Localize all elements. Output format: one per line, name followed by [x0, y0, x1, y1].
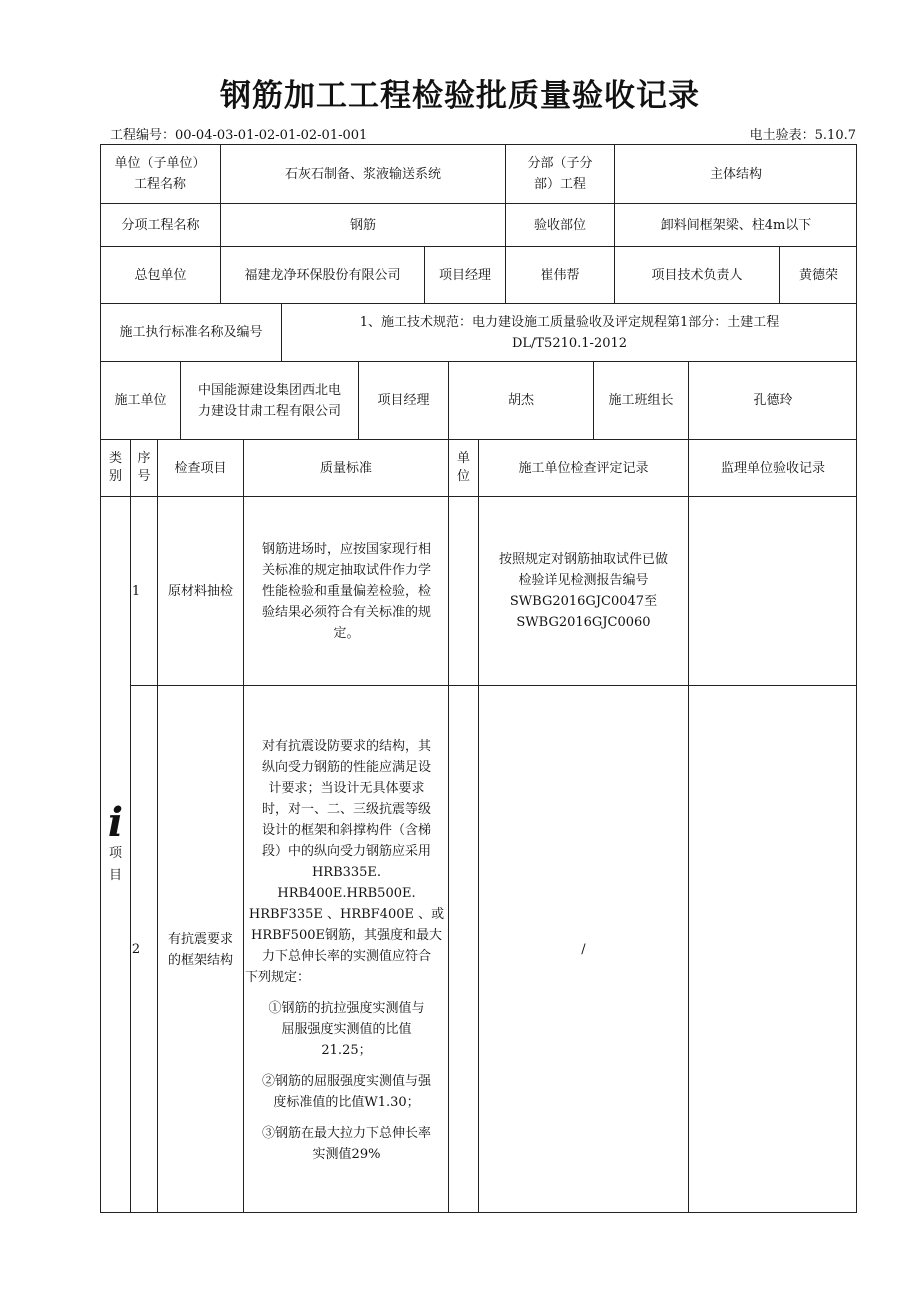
team-leader-label: 施工班组长 — [608, 393, 674, 408]
row-2-seq: 2 — [131, 942, 141, 957]
construction-unit-line-1: 中国能源建设集团西北电 — [197, 382, 341, 398]
row-1-record — [479, 497, 688, 685]
row-1-record-line: 检验详见检测报告编号 — [518, 573, 649, 588]
pm-value: 崔伟帮 — [540, 267, 580, 283]
row-1-standard-line: 定。 — [333, 625, 360, 641]
row-2-sub-3-line: 实测值29% — [312, 1147, 381, 1162]
unit-label-text: 单位（子单位）工程名称 — [114, 156, 206, 192]
row-2-item — [158, 686, 243, 1213]
category-label-1: 项 — [108, 846, 122, 861]
header-seq-2: 号 — [137, 469, 151, 484]
acceptance-part-label: 验收部位 — [533, 217, 586, 233]
row-2-standard-line: 纵向受力钢筋的性能应满足设 — [261, 760, 431, 775]
tech-lead-value: 黄德荣 — [798, 267, 838, 283]
standard-value-line-2: DL/T5210.1-2012 — [511, 335, 628, 351]
standard-value — [282, 304, 857, 361]
row-1-standard-line: 钢筋进场时，应按国家现行相 — [261, 541, 431, 557]
row-2-record: / — [581, 942, 586, 957]
division-label — [506, 146, 614, 202]
row-1-standard-line: 性能检验和重量偏差检验，检 — [261, 583, 431, 599]
construction-pm-value: 胡杰 — [507, 393, 534, 408]
construction-unit-label: 施工单位 — [114, 393, 167, 408]
header-construction-record: 施工单位检查评定记录 — [518, 460, 649, 476]
project-code: 工程编号：00-04-03-01-02-01-02-01-001 — [110, 128, 368, 143]
construction-unit-line-2: 力建设甘肃工程有限公司 — [197, 403, 341, 419]
row-1-seq: 1 — [131, 583, 141, 599]
header-seq — [131, 440, 157, 496]
document-title: 钢筋加工工程检验批质量验收记录 — [220, 78, 700, 114]
header-supervision-record: 监理单位验收记录 — [720, 460, 825, 476]
row-2-standard-line: 段）中的纵向受力钢筋应采用 — [261, 844, 431, 859]
category-label-2: 目 — [108, 868, 122, 883]
row-1-standard-line: 关标准的规定抽取试件作力学 — [261, 562, 431, 578]
header-standard: 质量标准 — [319, 460, 372, 476]
row-2-sub-3-line: ③钢筋在最大拉力下总伸长率 — [261, 1126, 431, 1141]
row-2-sub-2-line: 度标准值的比值W1.30； — [273, 1095, 420, 1110]
row-1-record-line: SWBG2016GJC0047至 — [509, 594, 658, 609]
header-unit — [449, 440, 478, 496]
unit-label — [104, 146, 216, 202]
general-contractor-value: 福建龙净环保股份有限公司 — [244, 267, 401, 283]
row-2-standard-line: HRB400E.HRB500E. — [277, 886, 416, 901]
row-2-standard-line: 设计的框架和斜撑构件（含梯 — [261, 823, 431, 838]
pm-label: 项目经理 — [438, 267, 491, 283]
header-category-1: 类 — [108, 451, 122, 466]
row-2-standard-line: 下列规定： — [245, 970, 311, 985]
row-2-sub-1-line: 屈服强度实测值的比值 — [281, 1022, 412, 1037]
row-2-sub-1-line: 21.25； — [321, 1043, 372, 1058]
col-divider — [688, 439, 689, 1213]
row-1-record-line: SWBG2016GJC0060 — [516, 615, 651, 630]
row-2-sub-1-line: ①钢筋的抗拉强度实测值与 — [268, 1001, 425, 1016]
row-2-standard-line: HRBF500E钢筋，其强度和最大 — [250, 928, 442, 943]
row-2-standard-line: HRBF335E 、HRBF400E 、或 — [248, 907, 445, 922]
construction-unit-value — [181, 362, 358, 439]
standard-value-line-1: 1、施工技术规范：电力建设施工质量验收及评定规程第1部分：土建工程 — [359, 314, 780, 330]
tech-lead-label: 项目技术负责人 — [651, 267, 743, 283]
col-divider — [448, 439, 449, 1213]
row-2-item-line: 的框架结构 — [167, 952, 233, 968]
row-1-standard-line: 验结果必须符合有关标准的规 — [261, 604, 431, 620]
category-mark: i — [107, 799, 124, 846]
subitem-label: 分项工程名称 — [121, 217, 200, 233]
row-2-standard-line: HRB335E. — [311, 865, 382, 880]
row-1-record-line: 按照规定对钢筋抽取试件已做 — [498, 552, 668, 567]
header-seq-1: 序 — [137, 451, 151, 466]
division-value: 主体结构 — [709, 166, 762, 182]
row-1-item: 原材料抽检 — [167, 583, 233, 599]
row-2-sub-2-line: ②钢筋的屈服强度实测值与强 — [261, 1074, 431, 1089]
row-2-standard-line: 对有抗震设防要求的结构，其 — [261, 739, 431, 754]
acceptance-part-value: 卸料间框架梁、柱4m以下 — [660, 217, 812, 233]
header-unit-2: 位 — [456, 469, 470, 484]
subitem-value: 钢筋 — [349, 217, 376, 233]
row-2-standard-line: 时，对一、二、三级抗震等级 — [261, 802, 431, 817]
form-code: 电土验表：5.10.7 — [749, 128, 856, 143]
row-2-standard-line: 计要求；当设计无具体要求 — [268, 781, 425, 796]
row-2-item-line: 有抗震要求 — [167, 931, 233, 947]
row-2-standard — [245, 686, 448, 1213]
standard-label: 施工执行标准名称及编号 — [119, 325, 263, 340]
team-leader-value: 孔德玲 — [753, 393, 793, 408]
header-category-2: 别 — [108, 469, 122, 484]
header-category — [101, 440, 130, 496]
row-2-standard-line: 力下总伸长率的实测值应符合 — [261, 949, 431, 964]
header-item: 检查项目 — [174, 460, 227, 476]
construction-pm-label: 项目经理 — [377, 393, 430, 408]
col-divider — [243, 439, 244, 1213]
division-label-text: 分部（子分部）工程 — [527, 156, 593, 192]
row-1-standard — [245, 497, 448, 685]
unit-value: 石灰石制备、浆液输送系统 — [284, 166, 441, 182]
header-unit-1: 单 — [456, 451, 470, 466]
general-contractor-label: 总包单位 — [134, 267, 187, 283]
category-cell — [101, 790, 130, 900]
